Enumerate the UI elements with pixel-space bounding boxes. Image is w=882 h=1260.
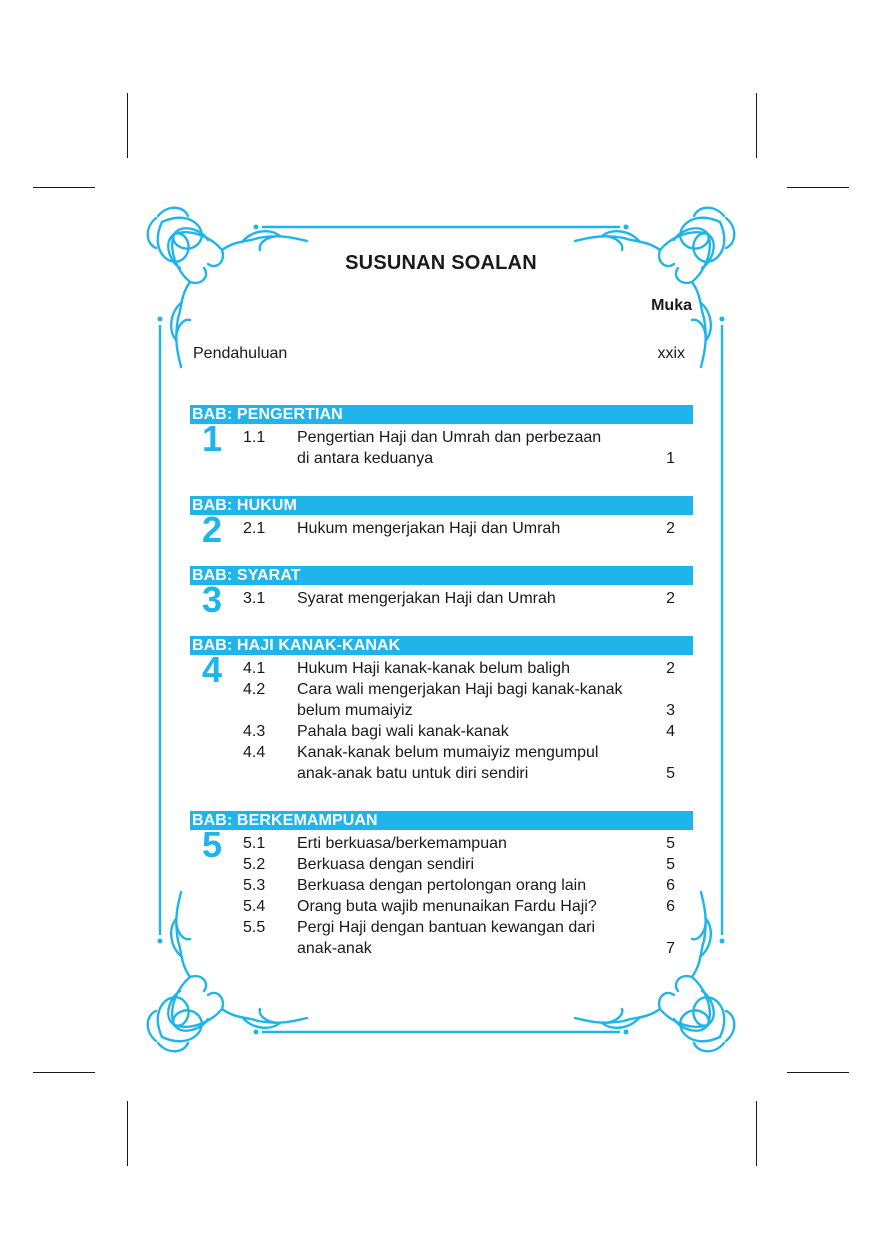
- entry-text: anak-anak: [297, 940, 372, 957]
- chapter-3: [190, 566, 693, 620]
- toc-entry: [190, 588, 693, 609]
- entry-number: 2.1: [243, 520, 266, 537]
- chapter-number: 4: [202, 649, 223, 690]
- entry-number: 4.1: [243, 660, 266, 677]
- entry-text: Berkuasa dengan pertolongan orang lain: [297, 877, 587, 894]
- toc-entry: [190, 518, 693, 539]
- intro-page: xxix: [657, 345, 685, 362]
- entry-number: 5.4: [243, 898, 266, 915]
- entry-text: Kanak-kanak belum mumaiyiz mengumpul: [297, 744, 599, 761]
- toc-entry: [190, 679, 693, 721]
- entry-text: Berkuasa dengan sendiri: [297, 856, 475, 873]
- entry-page: 7: [666, 940, 675, 957]
- toc-entry: [190, 917, 693, 959]
- chapter-5: [190, 811, 693, 959]
- entry-text: Pengertian Haji dan Umrah dan perbezaan: [297, 429, 602, 446]
- toc-entry: [190, 854, 693, 875]
- page-column-header: Muka: [651, 297, 692, 314]
- entry-page: 3: [666, 702, 675, 719]
- entry-number: 4.2: [243, 681, 266, 698]
- entry-page: 5: [666, 856, 675, 873]
- entry-text: belum mumaiyiz: [297, 702, 413, 719]
- entry-text: Erti berkuasa/berkemampuan: [297, 835, 507, 852]
- entry-page: 5: [666, 835, 675, 852]
- toc-entry: [190, 896, 693, 917]
- entry-number: 5.3: [243, 877, 266, 894]
- entry-number: 3.1: [243, 590, 266, 607]
- toc-entry: [190, 875, 693, 896]
- entry-page: 1: [666, 450, 675, 467]
- entry-page: 2: [666, 590, 675, 607]
- entry-page: 5: [666, 765, 675, 782]
- entry-page: 4: [666, 723, 675, 740]
- entry-page: 6: [666, 898, 675, 915]
- entry-text: di antara keduanya: [297, 450, 434, 467]
- chapter-1: [190, 405, 693, 469]
- entry-number: 4.4: [243, 744, 266, 761]
- chapter-2: [190, 496, 693, 550]
- chapter-number: 1: [202, 418, 223, 459]
- intro-label: Pendahuluan: [193, 345, 288, 362]
- chapter-heading: BAB: PENGERTIAN: [190, 405, 693, 424]
- entry-text: Cara wali mengerjakan Haji bagi kanak-kanak: [297, 681, 623, 698]
- entry-text: anak-anak batu untuk diri sendiri: [297, 765, 529, 782]
- chapter-heading: BAB: HUKUM: [190, 496, 693, 515]
- entry-page: 2: [666, 660, 675, 677]
- toc-entry: [190, 427, 693, 469]
- chapter-number: 3: [202, 579, 223, 620]
- chapter-number: 5: [202, 824, 223, 865]
- toc-entry: [190, 833, 693, 854]
- chapter-number: 2: [202, 509, 223, 550]
- entry-text: Syarat mengerjakan Haji dan Umrah: [297, 590, 556, 607]
- entry-text: Pahala bagi wali kanak-kanak: [297, 723, 509, 740]
- entry-text: Hukum mengerjakan Haji dan Umrah: [297, 520, 561, 537]
- chapter-4: [190, 636, 693, 784]
- entry-text: Orang buta wajib menunaikan Fardu Haji?: [297, 898, 597, 915]
- entry-text: Pergi Haji dengan bantuan kewangan dari: [297, 919, 595, 936]
- entry-text: Hukum Haji kanak-kanak belum baligh: [297, 660, 571, 677]
- chapter-heading: BAB: BERKEMAMPUAN: [190, 811, 693, 830]
- entry-number: 5.5: [243, 919, 266, 936]
- toc-entry: [190, 742, 693, 784]
- intro-entry: [193, 345, 685, 363]
- toc-entry: [190, 721, 693, 742]
- entry-number: 4.3: [243, 723, 266, 740]
- entry-page: 6: [666, 877, 675, 894]
- entry-number: 5.1: [243, 835, 266, 852]
- page-title: SUSUNAN SOALAN: [345, 252, 537, 274]
- toc-entry: [190, 658, 693, 679]
- chapter-heading: BAB: HAJI KANAK-KANAK: [190, 636, 693, 655]
- entry-number: 1.1: [243, 429, 266, 446]
- entry-page: 2: [666, 520, 675, 537]
- chapter-heading: BAB: SYARAT: [190, 566, 693, 585]
- entry-number: 5.2: [243, 856, 266, 873]
